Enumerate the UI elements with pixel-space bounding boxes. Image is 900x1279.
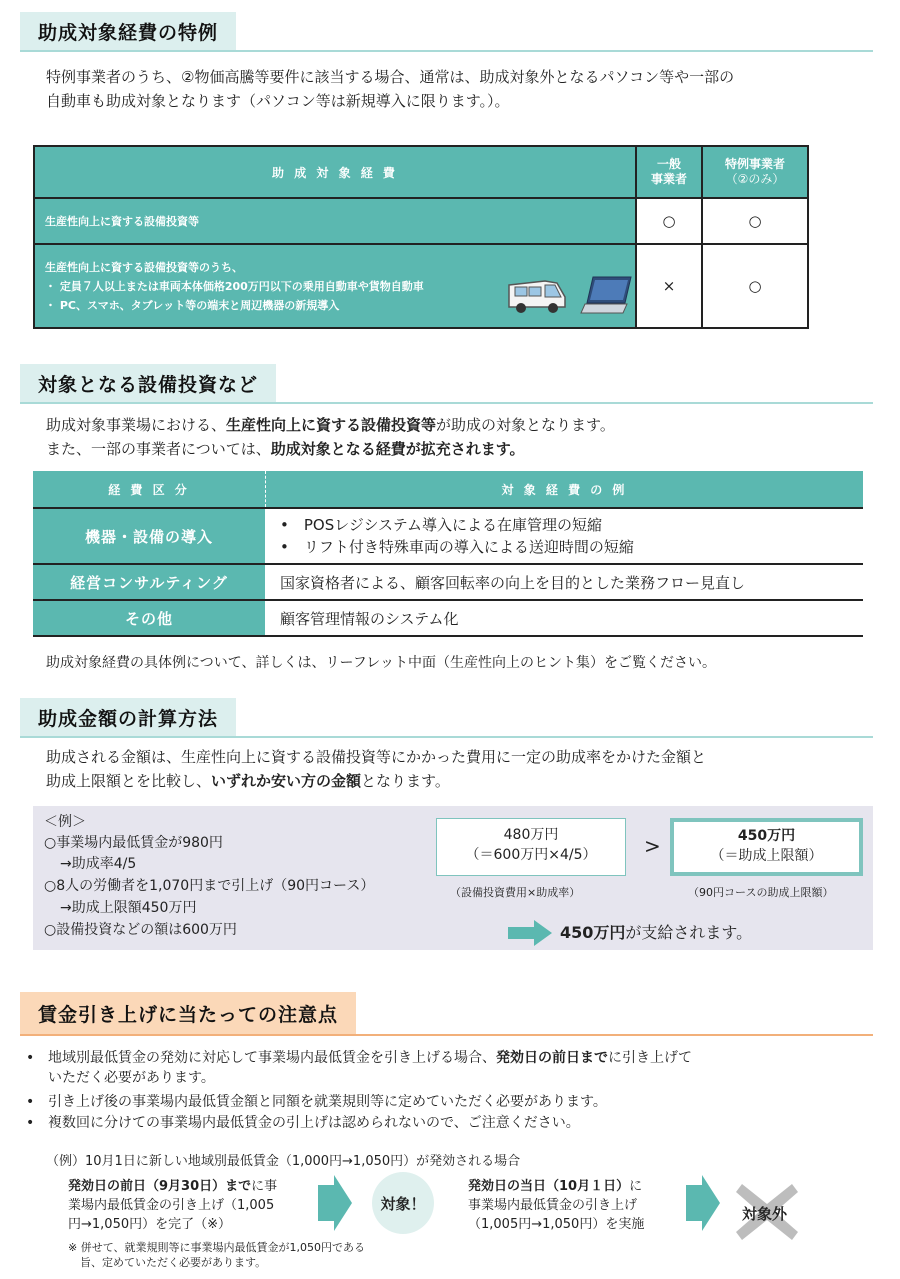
caution-left-text: 発効日の前日（9月30日）までに事 業場内最低賃金の引き上げ（1,005 円→1,050円）を完了（※） xyxy=(68,1179,278,1232)
special-expense-table xyxy=(33,145,809,329)
calc-box-rate: 480万円 （＝600万円×4/5） xyxy=(436,818,626,876)
divider xyxy=(20,736,873,738)
category-consulting: 経営コンサルティング xyxy=(33,564,266,600)
example-line-1: ○事業場内最低賃金が980円 xyxy=(44,835,223,851)
header-examples: 対 象 経 費 の 例 xyxy=(266,471,864,508)
calc-line-1: 助成される金額は、生産性向上に資する設備投資等にかかった費用に一定の助成率をかけた金額と xyxy=(46,748,707,766)
category-equipment: 機器・設備の導入 xyxy=(33,508,266,564)
row2-label: 生産性向上に資する設備投資等のうち、 ・ 定員７人以上または車両本体価格200万円以下の乗用自動車や貨物自動車 ・ PC、スマホ、タブレット等の端末と周辺機器の新規導入 xyxy=(34,244,636,328)
section-title-caution: 賃金引き上げに当たっての注意点 xyxy=(20,992,356,1034)
divider xyxy=(20,50,873,52)
caution-example-intro: （例）10月1日に新しい地域別最低賃金（1,000円→1,050円）が発効される場合 xyxy=(46,1154,521,1169)
header-general: 一般 事業者 xyxy=(636,146,702,198)
special-body-1: 特例事業者のうち、②物価高騰等要件に該当する場合、通常は、助成対象外となるパソコン等や一部の xyxy=(46,68,735,86)
expense-category-table xyxy=(33,471,863,637)
calc-box-limit: 450万円 （＝助成上限額） xyxy=(670,818,863,876)
calc-box-limit-caption: （90円コースの助成上限額） xyxy=(688,886,834,899)
calc-box-rate-caption: （設備投資費用×助成率） xyxy=(450,886,581,899)
example-line-3: ○8人の労働者を1,070円まで引上げ（90円コース） xyxy=(44,878,375,894)
laptop-icon xyxy=(579,275,635,317)
caution-left-note: ※ 併せて、就業規則等に事業場内最低賃金が1,050円である 旨、定めていただく必要があります。 xyxy=(68,1241,365,1269)
example-line-4: →助成上限額450万円 xyxy=(60,900,197,916)
compare-symbol: > xyxy=(644,834,661,858)
eligible-badge: 対象！ xyxy=(372,1172,434,1234)
equipment-line-2: また、一部の事業者については、助成対象となる経費が拡充されます。 xyxy=(46,440,525,458)
example-line-2: →助成率4/5 xyxy=(60,856,137,872)
example-heading: ＜例＞ xyxy=(44,814,86,830)
section-title-calc: 助成金額の計算方法 xyxy=(20,698,236,736)
special-body-2: 自動車も助成対象となります（パソコン等は新規導入に限ります。）。 xyxy=(46,92,510,110)
row1-special-mark: ○ xyxy=(702,198,808,244)
result-arrow-icon xyxy=(508,920,552,946)
examples-equipment: • POSレジシステム導入による在庫管理の短縮 • リフト付き特殊車両の導入による送迎時間の短縮 xyxy=(266,508,864,564)
examples-consulting: 国家資格者による、顧客回転率の向上を目的とした業務フロー見直し xyxy=(266,564,864,600)
category-other: その他 xyxy=(33,600,266,636)
section-title-equipment: 対象となる設備投資など xyxy=(20,364,276,402)
ineligible-label: 対象外 xyxy=(742,1205,788,1223)
header-expense: 助 成 対 象 経 費 xyxy=(34,146,636,198)
caution-bullet-3: • 複数回に分けての事業場内最低賃金の引上げは認められないので、ご注意ください。 xyxy=(26,1115,580,1131)
header-category: 経 費 区 分 xyxy=(33,471,266,508)
van-icon xyxy=(505,273,569,317)
row1-label: 生産性向上に資する設備投資等 xyxy=(34,198,636,244)
chevron-right-icon xyxy=(686,1175,720,1231)
header-special: 特例事業者 （②のみ） xyxy=(702,146,808,198)
row2-special-mark: ○ xyxy=(702,244,808,328)
caution-right-text: 発効日の当日（10月１日）に 事業場内最低賃金の引き上げ （1,005円→1,050円）を実施 xyxy=(468,1179,645,1232)
row1-general-mark: ○ xyxy=(636,198,702,244)
caution-bullet-1: • 地域別最低賃金の発効に対応して事業場内最低賃金を引き上げる場合、発効日の前日までに引き上げて いただく必要があります。 xyxy=(26,1050,692,1086)
equipment-note: 助成対象経費の具体例について、詳しくは、リーフレット中面（生産性向上のヒント集）をご覧ください。 xyxy=(46,655,717,671)
calc-line-2: 助成上限額とを比較し、いずれか安い方の金額となります。 xyxy=(46,772,450,790)
chevron-right-icon xyxy=(318,1175,352,1231)
examples-other: 顧客管理情報のシステム化 xyxy=(266,600,864,636)
divider xyxy=(20,1034,873,1036)
example-line-5: ○設備投資などの額は600万円 xyxy=(44,922,237,938)
divider xyxy=(20,402,873,404)
row2-general-mark: × xyxy=(636,244,702,328)
caution-bullet-2: • 引き上げ後の事業場内最低賃金額と同額を就業規則等に定めていただく必要があります。 xyxy=(26,1094,607,1110)
result-text: 450万円が支給されます。 xyxy=(560,923,753,942)
section-title-special: 助成対象経費の特例 xyxy=(20,12,236,50)
equipment-line-1: 助成対象事業場における、生産性向上に資する設備投資等が助成の対象となります。 xyxy=(46,416,615,434)
